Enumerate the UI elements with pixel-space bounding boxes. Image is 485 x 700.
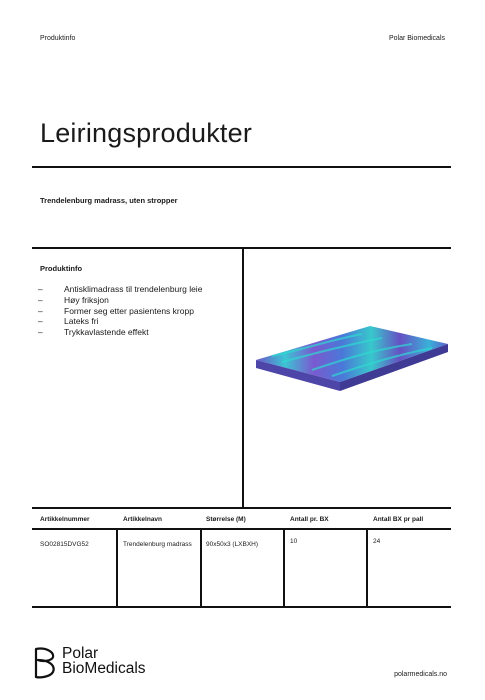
table-header-article-name: Artikkelnavn bbox=[123, 516, 163, 523]
company-logo-text bbox=[62, 646, 146, 676]
cell-size: 90x50x3 (LXBXH) bbox=[206, 541, 259, 548]
footer-website: polarmedicals.no bbox=[394, 671, 447, 678]
header-company-name: Polar Biomedicals bbox=[388, 35, 445, 42]
table-header-boxes-per-pallet: Antall BX pr pall bbox=[373, 516, 424, 523]
table-header-size: Størrelse (M) bbox=[206, 516, 246, 523]
page-title: Leiringsprodukter bbox=[40, 118, 253, 148]
mattress-product-image bbox=[252, 320, 448, 406]
list-item: – Høy friksjon bbox=[64, 295, 202, 306]
list-item: – Antisklimadrass til trendelenburg leie bbox=[64, 284, 202, 295]
product-subtitle: Trendelenburg madrass, uten stropper bbox=[40, 196, 178, 205]
cell-boxes-per-pallet: 24 bbox=[373, 538, 381, 545]
table-header-qty-per-box: Antall pr. BX bbox=[290, 516, 329, 523]
info-column-divider bbox=[242, 247, 244, 507]
table-column-divider bbox=[200, 528, 202, 606]
product-info-list bbox=[64, 284, 202, 338]
table-bottom-border bbox=[32, 606, 451, 608]
cell-article-name: Trendelenburg madrass bbox=[123, 541, 192, 548]
list-item: – Former seg etter pasientens kropp bbox=[64, 306, 202, 317]
table-header-article-number: Artikkelnummer bbox=[40, 516, 90, 523]
cell-qty-per-box: 10 bbox=[290, 538, 298, 545]
table-column-divider bbox=[116, 528, 118, 606]
company-logo-icon bbox=[32, 645, 58, 679]
logo-line-2: BioMedicals bbox=[62, 660, 146, 677]
list-item: – Trykkavlastende effekt bbox=[64, 327, 202, 338]
product-info-heading: Produktinfo bbox=[40, 264, 83, 273]
table-header-divider bbox=[32, 528, 451, 530]
table-top-border bbox=[32, 507, 451, 509]
table-column-divider bbox=[283, 528, 285, 606]
list-item: – Lateks fri bbox=[64, 316, 202, 327]
cell-article-number: SO02815DVG52 bbox=[40, 541, 89, 548]
table-column-divider bbox=[366, 528, 368, 606]
logo-line-1: Polar bbox=[62, 645, 99, 662]
title-divider bbox=[32, 166, 451, 168]
header-doc-type: Produktinfo bbox=[40, 35, 76, 42]
